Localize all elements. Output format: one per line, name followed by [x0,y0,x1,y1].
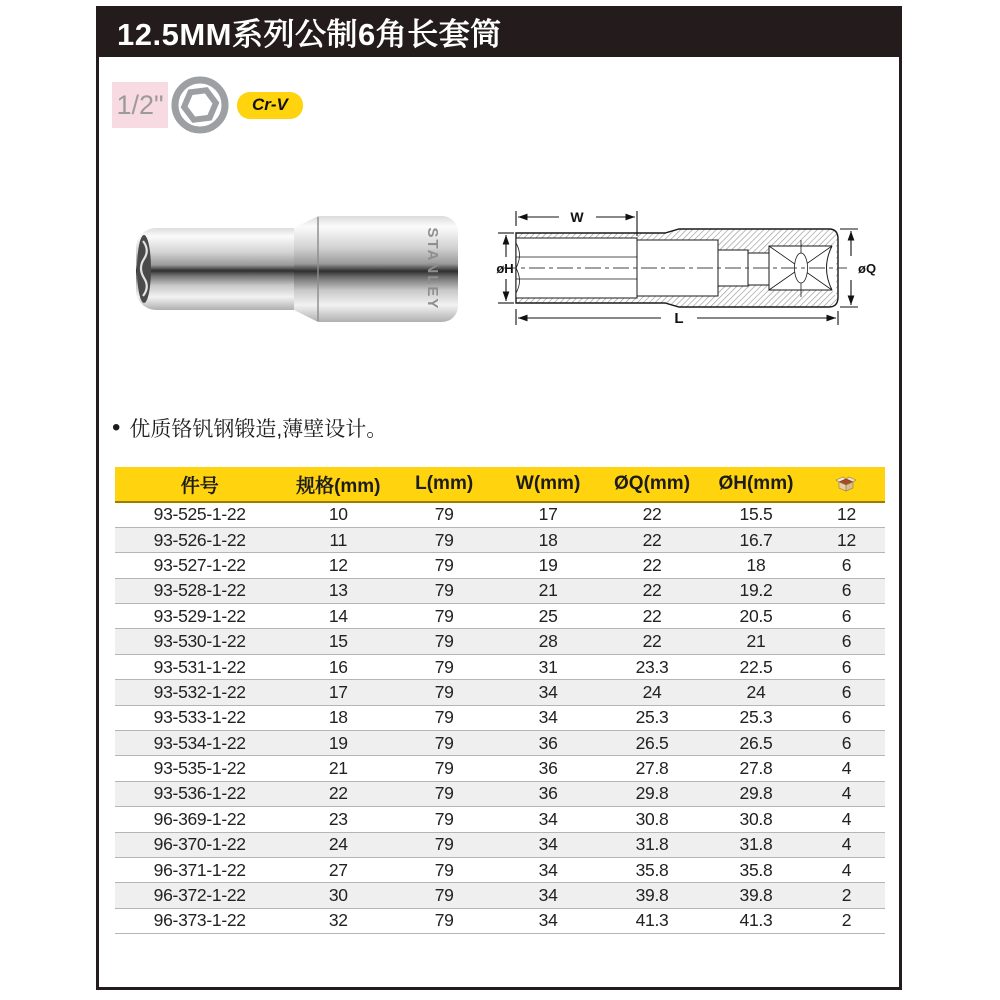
badge-row [112,76,303,134]
table-cell: 93-525-1-22 [153,504,246,525]
table-cell: 30.8 [600,807,704,832]
table-row [115,832,885,857]
table-cell: 27.8 [704,756,808,781]
table-cell: 24 [704,680,808,705]
bullet-glyph: • [112,414,121,441]
crv-material-badge: Cr-V [237,92,303,119]
table-cell: 36 [496,756,600,781]
table-cell: 12 [284,553,392,578]
table-cell: 6 [808,731,885,756]
table-cell: 22 [284,781,392,806]
table-cell: 34 [496,807,600,832]
table-cell: 93-528-1-22 [115,578,284,603]
table-cell: 15 [284,629,392,654]
table-cell: 35.8 [600,857,704,882]
table-cell: 25.3 [600,705,704,730]
table-cell: 17 [284,680,392,705]
table-cell: 79 [392,807,496,832]
table-cell: 93-530-1-22 [115,629,284,654]
table-row [115,731,885,756]
table-row [115,807,885,832]
table-row [115,883,885,908]
col-header-pack [808,467,885,502]
table-cell: 31.8 [704,832,808,857]
table-cell: 11 [284,527,392,552]
page-title: 12.5MM系列公制6角长套筒 [117,17,502,52]
table-cell: 19 [284,731,392,756]
table-cell: 26.5 [704,731,808,756]
table-cell: 6 [808,654,885,679]
col-header-w: W(mm) [496,467,600,502]
table-cell: 79 [392,527,496,552]
table-row [115,756,885,781]
table-cell: 27.8 [600,756,704,781]
table-cell: 79 [392,781,496,806]
table-cell: 21 [284,756,392,781]
table-cell: 12 [808,527,885,552]
table-cell: 79 [392,578,496,603]
table-cell: 6 [808,629,885,654]
table-cell: 19.2 [704,578,808,603]
socket-body [136,216,458,322]
table-row [115,654,885,679]
table-cell: 36 [496,781,600,806]
table-cell: 22 [642,504,662,525]
page-frame [96,6,902,990]
table-cell: 32 [284,908,392,933]
table-cell: 13 [284,578,392,603]
table-cell: 22 [600,629,704,654]
table-cell: 15.5 [739,504,773,525]
table-cell: 39.8 [704,883,808,908]
table-cell: 96-370-1-22 [115,832,284,857]
table-cell: 79 [392,553,496,578]
table-cell: 93-529-1-22 [115,604,284,629]
table-cell: 79 [392,883,496,908]
table-cell: 6 [808,680,885,705]
table-cell: 79 [434,504,454,525]
table-cell: 23 [284,807,392,832]
table-cell: 2 [808,883,885,908]
table-cell: 31.8 [600,832,704,857]
table-row [115,502,885,527]
table-cell: 39.8 [600,883,704,908]
table-cell: 2 [808,908,885,933]
dim-label-oh: øH [496,261,514,276]
technical-drawing [495,195,885,345]
table-cell: 41.3 [704,908,808,933]
dim-label-l: L [674,310,684,327]
table-row [115,527,885,552]
table-cell: 19 [496,553,600,578]
table-cell: 79 [392,629,496,654]
box-icon [835,475,857,493]
table-cell: 79 [392,680,496,705]
table-cell: 6 [808,578,885,603]
table-cell: 79 [392,604,496,629]
table-cell: 93-535-1-22 [115,756,284,781]
table-row [115,553,885,578]
table-cell: 29.8 [704,781,808,806]
table-cell: 4 [808,857,885,882]
title-bar [96,6,902,57]
table-cell: 22 [600,578,704,603]
col-header-size: 规格(mm) [284,467,392,502]
table-cell: 93-527-1-22 [115,553,284,578]
dim-label-oq: øQ [858,261,877,276]
table-cell: 24 [284,832,392,857]
feature-text: 优质铬钒钢锻造,薄壁设计。 [129,418,388,441]
socket-product-photo [128,202,462,334]
table-cell: 10 [328,504,348,525]
table-cell: 24 [600,680,704,705]
table-cell: 28 [496,629,600,654]
hex-socket-icon [171,76,229,134]
table-cell: 31 [496,654,600,679]
table-cell: 93-533-1-22 [115,705,284,730]
table-cell: 79 [392,756,496,781]
table-row [115,705,885,730]
table-cell: 96-369-1-22 [115,807,284,832]
table-cell: 93-531-1-22 [115,654,284,679]
table-cell: 27 [284,857,392,882]
table-cell: 79 [392,832,496,857]
table-cell: 21 [496,578,600,603]
table-cell: 6 [808,604,885,629]
table-cell: 34 [496,857,600,882]
table-cell: 4 [808,807,885,832]
table-header-row [115,467,885,502]
table-cell: 34 [496,680,600,705]
col-header-oh: ØH(mm) [704,467,808,502]
table-cell: 16.7 [704,527,808,552]
table-cell: 79 [392,705,496,730]
table-cell: 34 [496,705,600,730]
table-row [115,629,885,654]
table-row [115,781,885,806]
table-cell: 21 [704,629,808,654]
table-cell: 79 [392,654,496,679]
table-cell: 22 [600,527,704,552]
table-cell: 22 [600,553,704,578]
table-cell: 93-536-1-22 [115,781,284,806]
table-cell: 25 [496,604,600,629]
table-cell: 12 [837,504,856,525]
table-cell: 25.3 [704,705,808,730]
table-cell: 96-373-1-22 [115,908,284,933]
table-cell: 26.5 [600,731,704,756]
table-cell: 79 [392,908,496,933]
feature-bullet [112,413,387,443]
table-cell: 17 [538,504,558,525]
table-cell: 96-372-1-22 [115,883,284,908]
table-row [115,680,885,705]
table-cell: 18 [284,705,392,730]
table-cell: 20.5 [704,604,808,629]
col-header-oq: ØQ(mm) [600,467,704,502]
table-cell: 4 [808,756,885,781]
table-cell: 23.3 [600,654,704,679]
table-cell: 18 [704,553,808,578]
table-row [115,857,885,882]
table-cell: 22.5 [704,654,808,679]
col-header-l: L(mm) [392,467,496,502]
table-cell: 35.8 [704,857,808,882]
table-cell: 93-526-1-22 [115,527,284,552]
brand-engraving: STANLEY [424,227,441,311]
table-cell: 29.8 [600,781,704,806]
spec-table [115,467,885,934]
table-cell: 6 [808,705,885,730]
table-cell: 36 [496,731,600,756]
table-cell: 34 [496,883,600,908]
table-cell: 22 [600,604,704,629]
table-row [115,604,885,629]
table-cell: 18 [496,527,600,552]
table-cell: 34 [496,908,600,933]
table-cell: 14 [284,604,392,629]
spec-table-body [115,502,885,934]
table-cell: 93-534-1-22 [115,731,284,756]
table-row [115,908,885,933]
table-cell: 96-371-1-22 [115,857,284,882]
table-cell: 16 [284,654,392,679]
dim-label-w: W [570,209,584,225]
table-cell: 6 [808,553,885,578]
col-header-part-no: 件号 [115,467,284,502]
table-row [115,578,885,603]
table-cell: 79 [392,731,496,756]
table-cell: 34 [496,832,600,857]
table-cell: 79 [392,857,496,882]
table-cell: 41.3 [600,908,704,933]
table-cell: 93-532-1-22 [115,680,284,705]
table-cell: 30 [284,883,392,908]
drive-size-badge: 1/2" [112,82,168,128]
table-cell: 30.8 [704,807,808,832]
table-cell: 4 [808,832,885,857]
table-cell: 4 [808,781,885,806]
